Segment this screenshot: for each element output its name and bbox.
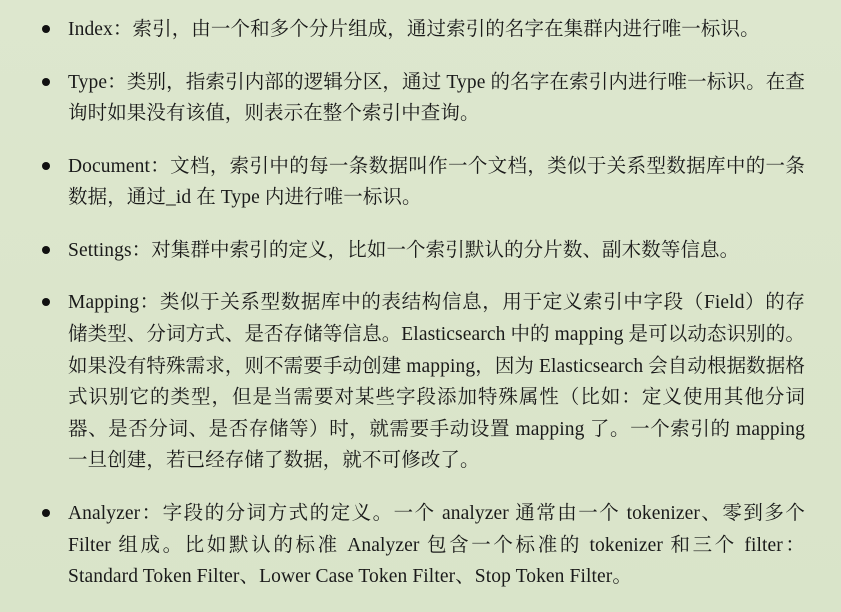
- list-item: [34, 14, 805, 46]
- list-item-text: Mapping：类似于关系型数据库中的表结构信息，用于定义索引中字段（Field）的存储类型、分词方式、是否存储等信息。Elasticsearch 中的 mapping 是可以动态识别的。如果没有特殊需求，则不需要手动创建 mapping，因为 Elasticsearch 会自动根据数据格式识别它的类型，但是当需要对某些字段添加特殊属性（比如：定义使用其他分词器、是否分词、是否存储等）时，就需要手动设置 mapping 了。一个索引的 mapping 一旦创建，若已经存储了数据，就不可修改了。: [68, 292, 805, 472]
- glossary-list: [34, 14, 805, 593]
- list-item: [34, 151, 805, 214]
- bullet-dot-icon: [42, 298, 50, 306]
- list-item-text: Document：文档，索引中的每一条数据叫作一个文档，类似于关系型数据库中的一条数据，通过_id 在 Type 内进行唯一标识。: [68, 155, 805, 209]
- bullet-dot-icon: [42, 162, 50, 170]
- list-item: [34, 235, 805, 267]
- list-item: [34, 498, 805, 593]
- list-item-text: Analyzer：字段的分词方式的定义。一个 analyzer 通常由一个 tokenizer、零到多个 Filter 组成。比如默认的标准 Analyzer 包含一个标准的 tokenizer 和三个 filter：Standard Token Filter、Lower Case Token Filter、Stop Token Filter。: [68, 502, 805, 588]
- list-item: [34, 287, 805, 476]
- bullet-dot-icon: [42, 78, 50, 86]
- bullet-dot-icon: [42, 246, 50, 254]
- list-item-text: Index：索引，由一个和多个分片组成，通过索引的名字在集群内进行唯一标识。: [68, 19, 760, 40]
- list-item: [34, 67, 805, 130]
- list-item-text: Settings：对集群中索引的定义，比如一个索引默认的分片数、副木数等信息。: [68, 239, 740, 261]
- bullet-dot-icon: [42, 509, 50, 517]
- list-item-text: Type：类别，指索引内部的逻辑分区，通过 Type 的名字在索引内进行唯一标识。在查询时如果没有该值，则表示在整个索引中查询。: [68, 71, 805, 125]
- bullet-dot-icon: [42, 25, 50, 33]
